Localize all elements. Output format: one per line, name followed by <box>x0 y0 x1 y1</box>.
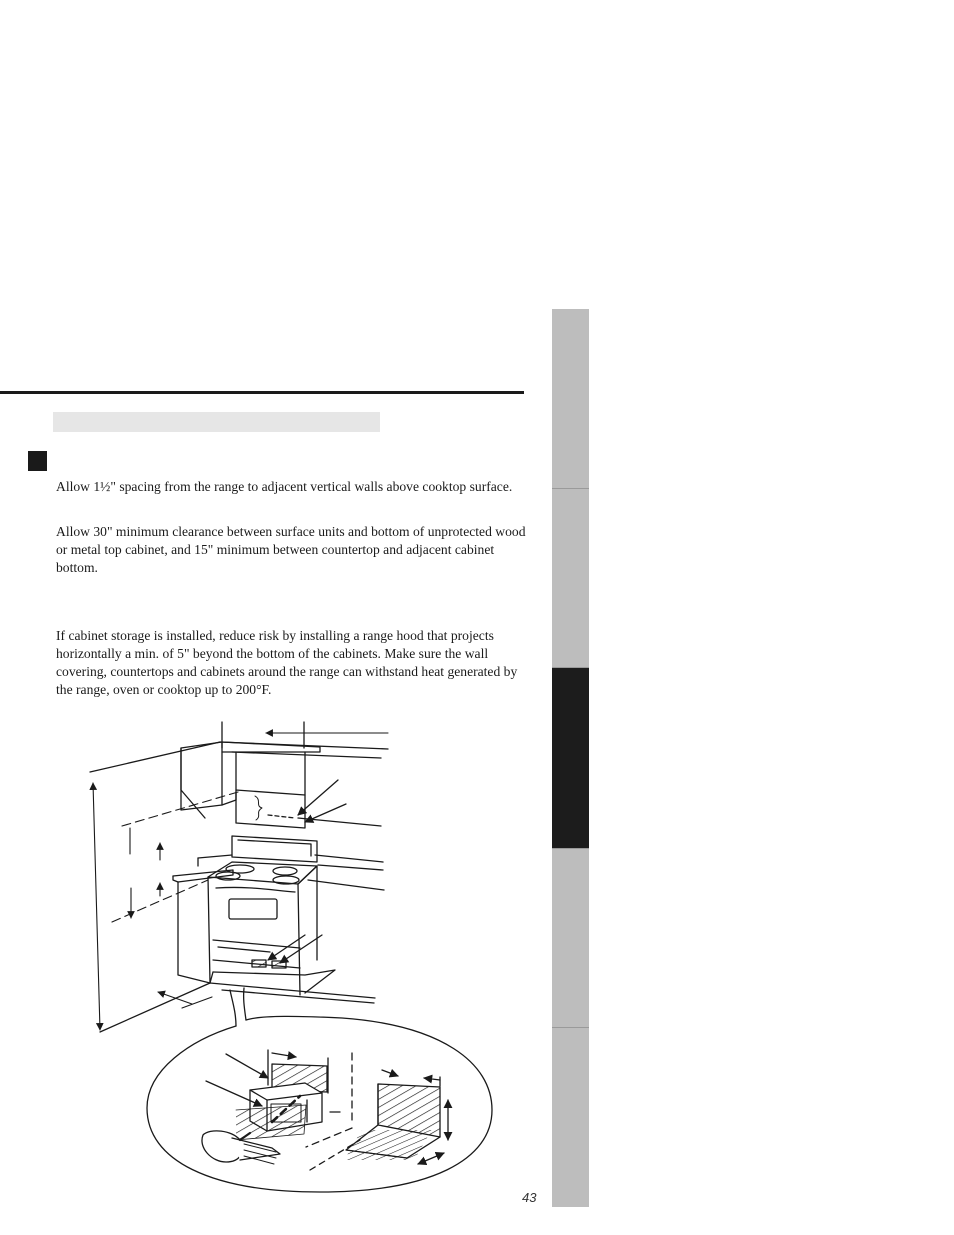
side-tab-2[interactable] <box>552 489 589 667</box>
side-tab-5[interactable] <box>552 1028 589 1207</box>
side-tab-strip <box>552 309 589 1207</box>
range-hood <box>236 752 346 828</box>
side-tab-4[interactable] <box>552 849 589 1027</box>
detail-illustration <box>202 1050 448 1170</box>
side-tab-3-active[interactable] <box>552 668 589 848</box>
wall-cabinets <box>181 742 320 818</box>
clearance-paragraph-cabinets: Allow 30" minimum clearance between surface units and bottom of unprotected wood or metal top cabinet, and 15" minimum between countertop and adjacent cabinet bottom. <box>56 524 526 575</box>
range-hood-paragraph: If cabinet storage is installed, reduce risk by installing a range hood that projects horizontally a min. of 5" beyond the bottom of the cabinets. Make sure the wall covering, countertops and cabinets around the range can withstand heat generated by the range, oven or cooktop up to 200°F. <box>56 628 518 697</box>
page-number: 43 <box>522 1190 537 1205</box>
side-tab-1[interactable] <box>552 309 589 488</box>
range <box>208 836 317 995</box>
base-cabinets <box>173 855 233 983</box>
clearance-paragraph-side-walls: Allow 1½" spacing from the range to adjacent vertical walls above cooktop surface. <box>56 479 513 494</box>
